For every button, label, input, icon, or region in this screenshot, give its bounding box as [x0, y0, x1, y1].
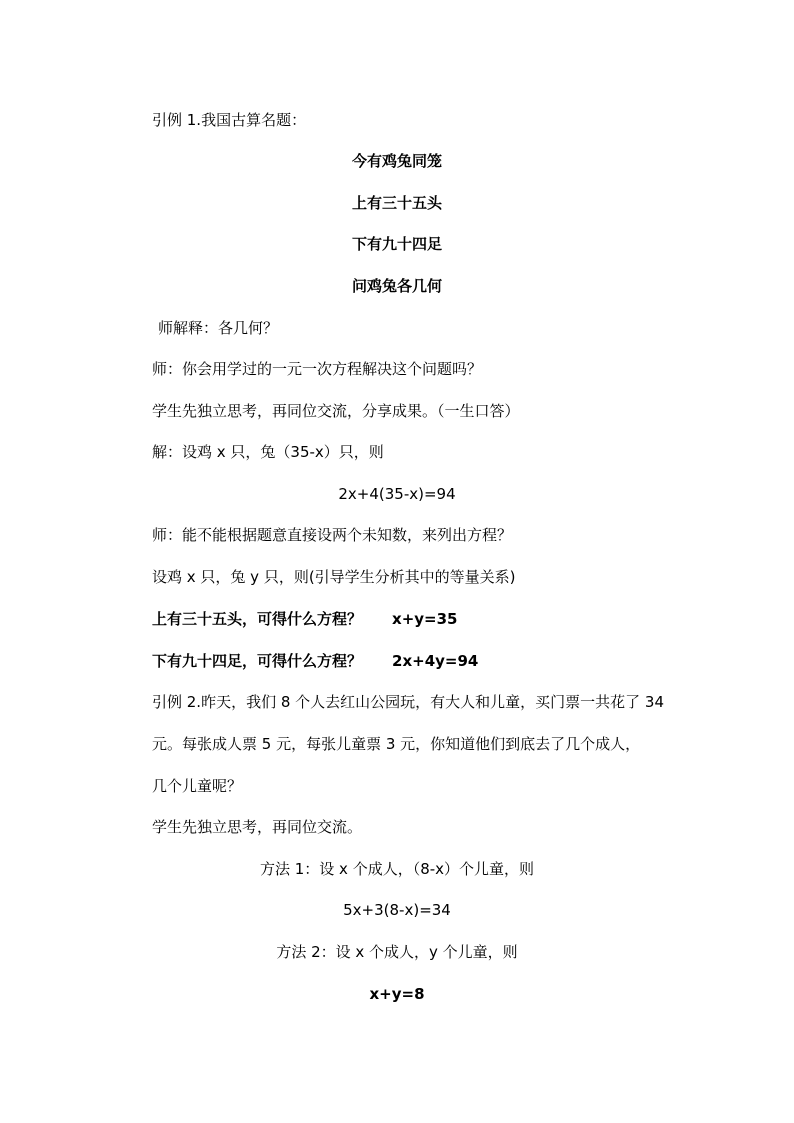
- poem-line-1: 今有鸡兔同笼: [351, 152, 442, 170]
- example-2-line-1: 引例 2.昨天，我们 8 个人去红山公园玩，有大人和儿童，买门票一共花了 34: [152, 693, 665, 711]
- example-2-line-2: 元。每张成人票 5 元，每张儿童票 3 元，你知道他们到底去了几个成人，: [152, 735, 641, 753]
- feet-equation: 2x+4y=94: [392, 652, 479, 670]
- feet-question: [152, 651, 478, 671]
- solution-setup: 解：设鸡 x 只，兔（35-x）只，则: [152, 443, 384, 461]
- teacher-question-1: 师：你会用学过的一元一次方程解决这个问题吗？: [152, 360, 483, 378]
- two-variable-setup: 设鸡 x 只，兔 y 只，则(引导学生分析其中的等量关系): [152, 568, 516, 586]
- poem-line-2: 上有三十五头: [351, 194, 442, 212]
- heads-question-text: 上有三十五头，可得什么方程？: [152, 610, 363, 628]
- student-activity-1: 学生先独立思考，再同位交流，分享成果。（一生口答）: [152, 402, 520, 420]
- method-2: 方法 2：设 x 个成人，y 个儿童，则: [276, 943, 518, 961]
- equation-3: x+y=8: [369, 985, 425, 1003]
- example-2-line-3: 几个儿童呢？: [152, 777, 243, 795]
- example-1-heading: 引例 1.我国古算名题：: [152, 111, 307, 129]
- method-1: 方法 1：设 x 个成人，（8-x）个儿童，则: [259, 860, 535, 878]
- heads-question: [152, 609, 457, 629]
- heads-equation: x+y=35: [392, 610, 458, 628]
- student-activity-2: 学生先独立思考，再同位交流。: [152, 818, 363, 836]
- poem-line-3: 下有九十四足: [351, 235, 442, 253]
- teacher-question-2: 师：能不能根据题意直接设两个未知数，来列出方程？: [152, 526, 513, 544]
- equation-1: 2x+4(35-x)=94: [338, 485, 456, 503]
- equation-2: 5x+3(8-x)=34: [343, 901, 451, 919]
- teacher-explanation: 师解释：各几何？: [158, 319, 279, 337]
- poem-line-4: 问鸡兔各几何: [351, 277, 442, 295]
- feet-question-text: 下有九十四足，可得什么方程？: [152, 652, 363, 670]
